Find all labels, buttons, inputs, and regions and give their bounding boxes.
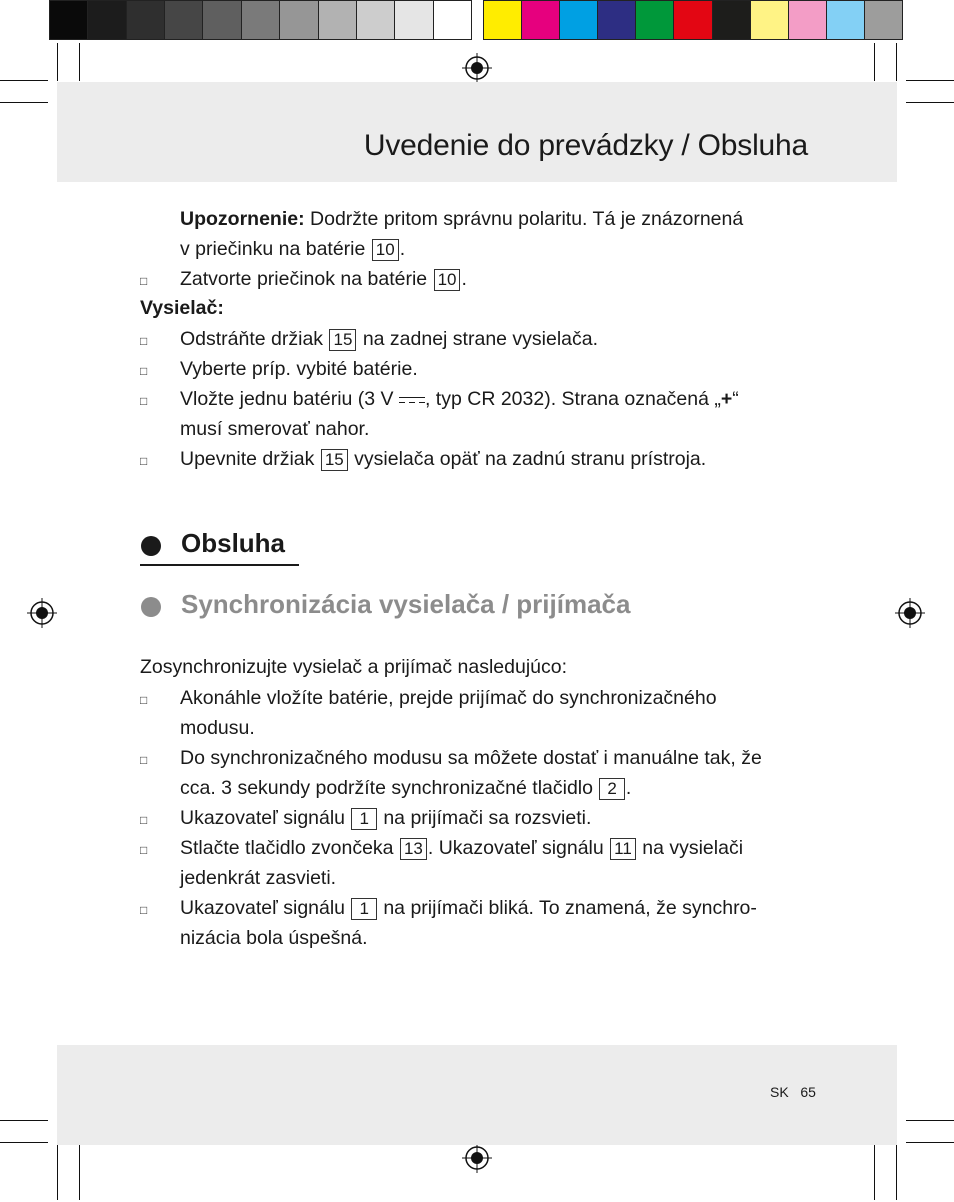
color-swatch	[865, 1, 902, 39]
list-item: Odstráňte držiak 15 na zadnej strane vysielača.	[180, 328, 599, 350]
color-swatch	[674, 1, 712, 39]
part-reference-badge: 15	[321, 449, 348, 471]
registration-mark-icon	[27, 598, 57, 628]
sync-intro: Zosynchronizujte vysielač a prijímač nasledujúco:	[140, 656, 568, 678]
color-swatch	[242, 1, 280, 39]
section-heading-operation: Obsluha	[181, 528, 286, 558]
color-swatch	[598, 1, 636, 39]
crop-mark	[874, 43, 875, 81]
bullet-icon: □	[140, 364, 148, 378]
crop-mark	[0, 1120, 48, 1121]
list-item: Akonáhle vložíte batérie, prejde prijímač do synchronizačného	[180, 687, 717, 709]
list-item-continuation: nizácia bola úspešná.	[180, 927, 368, 949]
part-reference-badge: 10	[434, 269, 461, 291]
section-underline	[140, 564, 299, 566]
bullet-icon: □	[140, 394, 148, 408]
list-item: Vložte jednu batériu (3 V , typ CR 2032). Strana označená „+“	[180, 388, 739, 410]
color-swatch	[789, 1, 827, 39]
crop-mark	[906, 80, 954, 81]
language-code: SK	[770, 1084, 789, 1100]
crop-mark	[906, 1120, 954, 1121]
bullet-icon: □	[140, 274, 148, 288]
section-heading-sync: Synchronizácia vysielača / prijímača	[181, 589, 631, 619]
grayscale-calibration-strip	[49, 0, 472, 40]
color-swatch	[165, 1, 203, 39]
bullet-icon: □	[140, 454, 148, 468]
color-swatch	[434, 1, 471, 39]
bullet-icon: □	[140, 753, 148, 767]
color-swatch	[827, 1, 865, 39]
color-swatch	[636, 1, 674, 39]
crop-mark	[874, 1140, 875, 1200]
part-reference-badge: 13	[400, 838, 427, 860]
registration-mark-icon	[462, 1143, 492, 1173]
color-swatch	[713, 1, 751, 39]
list-item-continuation: cca. 3 sekundy podržíte synchronizačné tlačidlo 2 .	[180, 777, 632, 799]
list-item: Ukazovateľ signálu 1 na prijímači bliká. To znamená, že synchro-	[180, 897, 757, 919]
crop-mark	[906, 102, 954, 103]
crop-mark	[0, 80, 48, 81]
list-item: Stlačte tlačidlo zvončeka 13 . Ukazovateľ signálu 11 na vysielači	[180, 837, 744, 859]
part-reference-badge: 11	[610, 838, 636, 860]
page-number: 65	[800, 1084, 816, 1100]
list-item: Upevnite držiak 15 vysielača opäť na zadnú stranu prístroja.	[180, 448, 707, 470]
bullet-icon: □	[140, 843, 148, 857]
list-item-continuation: musí smerovať nahor.	[180, 418, 370, 440]
color-swatch	[319, 1, 357, 39]
list-item-continuation: modusu.	[180, 717, 255, 739]
color-swatch	[560, 1, 598, 39]
color-calibration-strip	[483, 0, 903, 40]
bullet-icon: □	[140, 813, 148, 827]
section-bullet-icon	[141, 597, 161, 617]
bullet-icon: □	[140, 903, 148, 917]
list-item: Zatvorte priečinok na batérie 10 .	[180, 268, 467, 290]
part-reference-badge: 10	[372, 239, 399, 261]
part-reference-badge: 1	[351, 808, 376, 830]
color-swatch	[50, 1, 88, 39]
crop-mark	[896, 43, 897, 81]
crop-mark	[896, 1140, 897, 1200]
color-swatch	[357, 1, 395, 39]
crop-mark	[57, 1140, 58, 1200]
transmitter-heading: Vysielač:	[140, 297, 224, 319]
warning-paragraph-line2: v priečinku na batérie 10 .	[180, 238, 406, 260]
color-swatch	[280, 1, 318, 39]
list-item: Vyberte príp. vybité batérie.	[180, 358, 418, 380]
page-title: Uvedenie do prevádzky / Obsluha	[363, 129, 808, 162]
registration-mark-icon	[895, 598, 925, 628]
color-swatch	[88, 1, 126, 39]
bullet-icon: □	[140, 693, 148, 707]
section-bullet-icon	[141, 536, 161, 556]
page-footer	[770, 1084, 816, 1100]
dc-voltage-icon	[399, 394, 425, 406]
crop-mark	[57, 43, 58, 81]
color-swatch	[395, 1, 433, 39]
warning-paragraph: Upozornenie: Dodržte pritom správnu polaritu. Tá je znázornená	[180, 208, 744, 230]
crop-mark	[0, 102, 48, 103]
part-reference-badge: 15	[329, 329, 356, 351]
crop-mark	[906, 1142, 954, 1143]
list-item: Do synchronizačného modusu sa môžete dostať i manuálne tak, že	[180, 747, 762, 769]
color-swatch	[484, 1, 522, 39]
registration-mark-icon	[462, 53, 492, 83]
color-swatch	[203, 1, 241, 39]
part-reference-badge: 1	[351, 898, 376, 920]
list-item: Ukazovateľ signálu 1 na prijímači sa rozsvieti.	[180, 807, 592, 829]
part-reference-badge: 2	[599, 778, 624, 800]
crop-mark	[79, 43, 80, 81]
color-swatch	[127, 1, 165, 39]
bullet-icon: □	[140, 334, 148, 348]
warning-label: Upozornenie:	[180, 208, 305, 230]
list-item-continuation: jedenkrát zasvieti.	[180, 867, 337, 889]
crop-mark	[0, 1142, 48, 1143]
color-swatch	[751, 1, 789, 39]
crop-mark	[79, 1140, 80, 1200]
color-swatch	[522, 1, 560, 39]
